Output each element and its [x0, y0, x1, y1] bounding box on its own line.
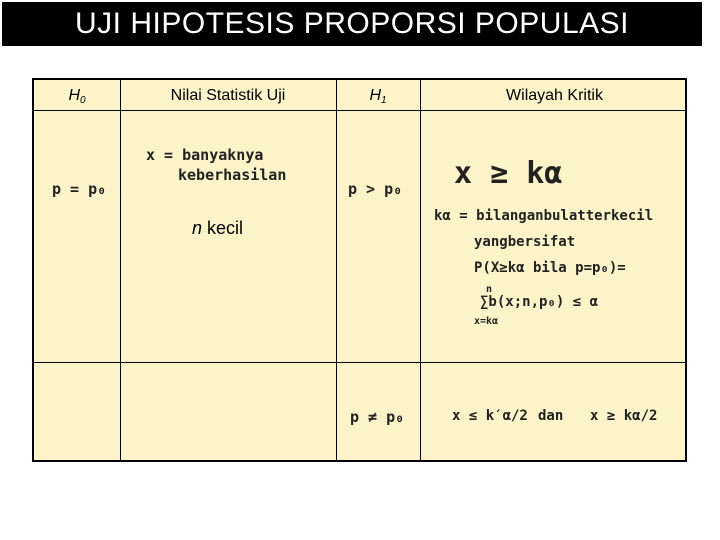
critical-region-main: x ≥ kα: [454, 156, 563, 191]
header-h1: [336, 82, 420, 110]
header-statistic: Nilai Statistik Uji: [170, 87, 286, 104]
header-h0-subscript: 0: [80, 95, 86, 106]
sample-size-note: [192, 218, 243, 239]
n-symbol: n: [192, 218, 203, 238]
header-divider: [34, 110, 685, 111]
n-condition: kecil: [207, 218, 244, 238]
column-divider: [336, 80, 337, 460]
sum-lower-limit: x=kα: [474, 316, 499, 327]
page-title: UJI HIPOTESIS PROPORSI POPULASI: [2, 2, 702, 46]
h1-two-sided: p ≠ p₀: [350, 408, 405, 426]
statistic-definition-line2: keberhasilan: [178, 166, 287, 184]
critical-region-lower: x ≤ k′α/2: [452, 408, 528, 424]
column-divider: [120, 80, 121, 460]
column-divider: [420, 80, 421, 460]
header-h0-label: H: [68, 87, 80, 104]
sum-upper-limit: n: [486, 284, 493, 295]
header-critical-region: Wilayah Kritik: [506, 87, 603, 104]
h0-hypothesis: p = p₀: [52, 180, 107, 198]
probability-condition: P(X≥kα bila p=p₀)=: [474, 260, 626, 276]
k-alpha-property: yangbersifat: [474, 234, 576, 250]
h1-one-sided: p > p₀: [348, 180, 403, 198]
row-divider: [34, 362, 685, 363]
hypothesis-table: [32, 78, 687, 462]
critical-region-and: dan: [538, 408, 564, 424]
header-h1-label: H: [369, 87, 381, 104]
header-h0: [34, 82, 120, 110]
k-alpha-definition: kα = bilanganbulatterkecil: [434, 208, 654, 224]
statistic-definition-line1: x = banyaknya: [146, 146, 264, 164]
critical-region-upper: x ≥ kα/2: [590, 408, 658, 424]
binomial-sum: ∑b(x;n,p₀) ≤ α: [480, 294, 599, 310]
header-h1-subscript: 1: [381, 95, 387, 106]
